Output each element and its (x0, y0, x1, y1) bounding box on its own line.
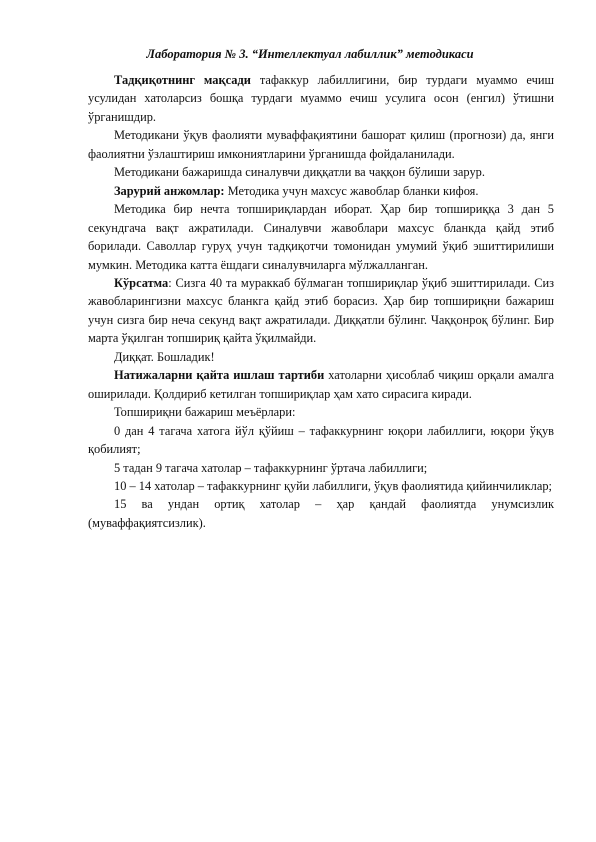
paragraph-start (88, 348, 554, 366)
paragraph-processing (88, 366, 554, 403)
paragraph-materials (88, 182, 554, 200)
paragraph-usage (88, 126, 554, 163)
paragraph-text: 0 дан 4 тагача хатога йўл қўйиш – тафаккурнинг юқори лабиллиги, юқори ўқув қобилият; (88, 423, 554, 457)
paragraph-norms-heading (88, 403, 554, 421)
paragraph-text: хатоларни ҳисоблаб чиқиш орқали амалга оширилади. Қолдириб кетилган топшириқлар ҳам хато сирасига киради. (88, 368, 554, 401)
paragraph-text: Диққат. Бошладик! (114, 349, 215, 364)
paragraph-norm-medium (88, 459, 554, 477)
paragraph-lead: Кўрсатма (114, 275, 169, 290)
paragraph-text: Методикани бажаришда синалувчи диққатли ва чаққон бўлиши зарур. (114, 165, 485, 180)
paragraph-text: Методикани ўқув фаолияти муваффақиятини башорат қилиш (прогнози) да, янги фаолиятни ўзлаштириш имкониятларини ўрганишда фойдаланилади. (88, 128, 554, 161)
paragraph-norm-low (88, 477, 554, 495)
paragraph-purpose (88, 71, 554, 126)
paragraph-lead: Зарурий анжомлар: (114, 183, 225, 198)
document-body (88, 71, 554, 532)
paragraph-text: тафаккур лабиллигини, бир турдаги муаммо ечиш усулидан хатоларсиз бошқа турдаги муаммо ечиш усулига осон (енгил) ўтишни ўрганишдир. (88, 73, 555, 124)
paragraph-text: 15 ва ундан ортиқ хатолар – ҳар қандай фаолиятда унумсизлик (муваффақиятсизлик). (88, 497, 554, 530)
paragraph-requirement (88, 163, 554, 181)
paragraph-norm-poor (88, 495, 554, 532)
paragraph-instruction (88, 274, 554, 348)
paragraph-text: Методика бир нечта топшириқлардан иборат. Ҳар бир топшириққа 3 дан 5 секундгача вақт ажратилади. Синалувчи жавоблари махсус бланкда қайд этиб борилади. Саволлар гуруҳ учун тадқиқотчи томонидан умумий ўқиб эшиттирилиши мумкин. Методика катта ёшдаги синалувчиларга мўлжалланган. (88, 202, 554, 272)
document-title: Лаборатория № 3. “Интеллектуал лабиллик” методикаси (146, 47, 474, 61)
paragraph-norm-high (88, 422, 554, 459)
paragraph-lead: Натижаларни қайта ишлаш тартиби (114, 368, 325, 383)
paragraph-lead: Тадқиқотнинг мақсади (114, 73, 251, 87)
paragraph-text: : Сизга 40 та мураккаб бўлмаган топшириқлар ўқиб эшиттирилади. Сиз жавобларингизни махсус бланкга қайд этиб борасиз. Ҳар бир топшириқни бажариш учун сизга бир неча секунд вақт ажратилади. Диққатли бўлинг. Чаққонроқ бўлинг. Бир марта ўқилган топшириқ қайта ўқилмайди. (88, 275, 554, 346)
paragraph-text: 5 тадан 9 тагача хатолар – тафаккурнинг ўртача лабиллиги; (114, 460, 428, 475)
paragraph-method-description (88, 200, 554, 274)
paragraph-text: Методика учун махсус жавоблар бланки кифоя. (224, 183, 479, 198)
paragraph-text: Топшириқни бажариш меъёрлари: (114, 405, 296, 420)
paragraph-text: 10 – 14 хатолар – тафаккурнинг қуйи лабиллиги, ўқув фаолиятида қийинчиликлар; (114, 478, 552, 493)
